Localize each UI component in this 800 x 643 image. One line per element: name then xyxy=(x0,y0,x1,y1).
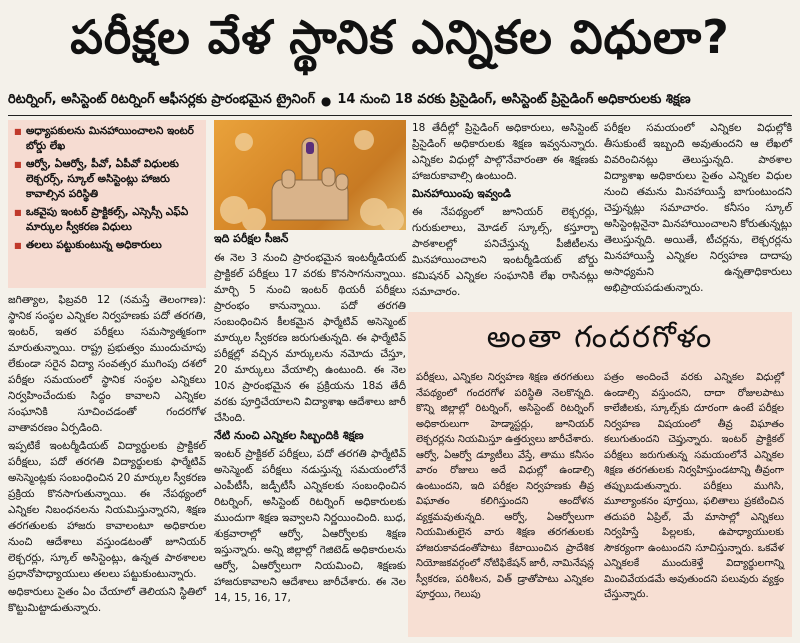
subheadline-left: రిటర్నింగ్, అసిస్టెంట్ రిటర్నింగ్ ఆఫీసర్లకు ప్రారంభమైన ట్రైనింగ్ xyxy=(8,92,315,107)
paragraph: పరీక్షల సమయంలో ఎన్నికల విధుల్లోకి తీసుకుంటే ఇబ్బంది అవుతుందని ఆ లేఖలో వివరించినట్లు తెలుస్తున్నది. పాఠశాల విద్యాశాఖ అధికారులు సైతం ఎన్నికల విధుల నుంచి తమను మినహాయిస్తే బాగుంటుందని చెప్తున్నట్లు సమాచారం. కనీసం స్కూల్ అసిస్టెంట్లనైనా మినహాయించాలని కోరుతున్నట్లు తెలుస్తున్నది. అయితే, టీచర్లను, లెక్చరర్లను మినహాయిస్తే ఎన్నికల నిర్వహణ దాదాపు అసాధ్యమని ఉన్నతాధికారులు అభిప్రాయపడుతున్నారు. xyxy=(604,122,792,294)
box-title: అంతా గందరగోళం xyxy=(486,320,714,355)
divider xyxy=(8,115,792,116)
article-column-4 xyxy=(604,120,792,298)
headline: పరీక్షల వేళ స్థానిక ఎన్నికల విధులా? xyxy=(70,10,730,64)
paragraph: అధికారులు సైతం ఏం చేయాలో తెలియని స్థితిలో కొట్టుమిట్టాడుతున్నారు. xyxy=(8,586,206,614)
section-heading: మినహాయింపు ఇవ్వండి xyxy=(412,187,512,200)
photo-caption: ఇది పరీక్షల సీజన్ xyxy=(214,232,289,245)
section-heading: నేటి నుంచి ఎన్నికల సిబ్బందికి శిక్షణ xyxy=(214,429,364,442)
article-column-3 xyxy=(412,120,598,302)
highlight-item: ■ అధ్యాపకులను మినహాయించాలని ఇంటర్ బోర్డు లేఖ xyxy=(14,124,200,154)
highlight-item: ■ ఆర్వో, ఏఆర్వో, పీవో, ఏపీవో విధులకు లెక్చరర్స్, స్కూల్ అసిస్టెంట్లు హాజరు కావాల్సిన పరిస్థితి xyxy=(14,157,200,202)
hand-icon xyxy=(214,120,406,230)
subheadline-right: 14 నుంచి 18 వరకు ప్రిసైడింగ్, అసిస్టెంట్ ప్రిసైడింగ్ అధికారులకు శిక్షణ xyxy=(337,92,691,107)
box-column-left: పరీక్షలు, ఎన్నికల నిర్వహణ శిక్షణ తరగతులు నేపథ్యంలో గందరగోళ పరిస్థితి నెలకొన్నది. కొన్ని జిల్లాల్లో రిటర్నింగ్, అసిస్టెంట్ రిటర్నింగ్ అధికారులుగా హెడ్మాస్టర్లు, జూనియర్ లెక్చరర్లను నియమిస్తూ ఉత్తర్వులు జారీచేశారు. ఆర్వో, ఏఆర్వో డ్యూటీలు వేస్తే, తాము కనీసం వారం రోజులు అదే విధుల్లో ఉండాల్సి ఉంటుందని, ఇది పరీక్షల నిర్వహణకు తీవ్ర విఘాతం కలిగిస్తుందని ఆందోళన వ్యక్తమవుతున్నది. ఆర్వో, ఏఆర్వోలుగా నియమితులైన వారు శిక్షణ తరగతులకు హాజరుకావడంతోపాటు కేటాయించిన ప్రాదేశిక నియోజకవర్గంలో నోటిఫికేషన్ జారీ, నామినేషన్ల స్వీకరణ, పరిశీలన, విత్ డ్రాతోపాటు ఎన్నికల పూర్తయి, గెలుపు xyxy=(416,372,594,600)
article-column-2 xyxy=(214,250,406,608)
bullet-dot-icon: ● xyxy=(320,94,332,108)
article-column-1 xyxy=(8,292,206,618)
subheadline xyxy=(8,90,792,112)
highlight-item: ■ ఒకవైపు ఇంటర్ ప్రాక్టికల్స్, ఎస్సెస్సీ ఎఫ్ఏ మార్కుల స్వీకరణ విధులు xyxy=(14,205,200,235)
paragraph: 18 తేదీల్లో ప్రిసైడింగ్ అధికారులు, అసిస్టెంట్ ప్రిసైడింగ్ అధికారులకు శిక్షణ ఇవ్వనున్నారు. ఎన్నికల విధుల్లో పాల్గొనేవారంతా ఈ శిక్షణకు హాజరుకావాల్సి ఉంటుంది. xyxy=(412,122,598,182)
paragraph: ఈ నేపథ్యంలో జూనియర్ లెక్చరర్లు, గురుకులాలు, మోడల్ స్కూల్స్, కస్తూర్బా పాఠశాలల్లో పనిచేస్తున్న పీజీటీలను మినహాయించాలని ఇంటర్మీడియట్ బోర్డు కమిషనర్ ఎన్నికల సంఘానికి లేఖ రాసినట్లు సమాచారం. xyxy=(412,206,598,298)
paragraph: ఇప్పటికే ఇంటర్మీడియట్ విద్యార్థులకు ప్రాక్టికల్ పరీక్షలు, పదో తరగతి విద్యార్థులకు ఫార్మేటివ్ అసెస్మెంట్లకు సంబంధించిన 20 మార్కుల స్వీకరణ ప్రక్రియ కొనసాగుతున్నాయి. ఈ నేపథ్యంలో ఎన్నికల నిబంధనలను నియమిస్తున్నారని, శిక్షణ తరగతులకు హాజరు కావాలంటూ అధికారుల నుంచి ఆదేశాలు వస్తుండటంతో జూనియర్ లెక్చరర్లు, స్కూల్ అసిస్టెంట్లు, ఉన్నత పాఠశాలల ప్రధానోపాధ్యాయులు తలలు పట్టుకుంటున్నారు. xyxy=(8,440,206,580)
inked-finger-photo xyxy=(214,120,406,230)
highlights-box xyxy=(8,120,206,288)
highlight-item: ■ తలలు పట్టుకుంటున్న అధికారులు xyxy=(14,238,200,253)
box-column-right: పత్రం అందించే వరకు ఎన్నికల విధుల్లో ఉండాల్సి వస్తుందని, దాదా రోజులపాటు కాలేజీలకు, స్కూల్స్‌కు దూరంగా ఉంటే పరీక్షల నిర్వహణ విషయంలో తీవ్ర విఘాతం కలుగుతుందని చెప్తున్నారు. ఇంటర్ ప్రాక్టికల్ పరీక్షలు జరుగుతున్న సమయంలోనే ఎన్నికల శిక్షణ తరగతులకు నిర్వహిస్తుండటాన్ని తీవ్రంగా తప్పుబడుతున్నారు. పరీక్షలు ముగిసి, మూల్యాంకనం పూర్తయి, ఫలితాలు ప్రకటించిన తదుపరి ఏప్రిల్, మే మాసాల్లో ఎన్నికలు నిర్వహిస్తే పిల్లలకు, ఉపాధ్యాయులకు సౌకర్యంగా ఉంటుందని సూచిస్తున్నారు. ఒకవేళ ఎన్నికలకే ముందుకెళ్తే విద్యార్థులగాన్ని మించివేయడమే అవుతుందని పలువురు వ్యక్తం చేస్తున్నారు. xyxy=(604,372,784,600)
sidebar-box xyxy=(408,312,792,637)
paragraph: ఇంటర్ ప్రాక్టికల్ పరీక్షలు, పదో తరగతి ఫార్మేటివ్ అసెస్మెంట్ పరీక్షలు నడుస్తున్న సమయంలోనే ఎంపీటీసీ, జడ్పీటీసీ ఎన్నికలకు సంబంధించిన రిటర్నింగ్, అసిస్టెంట్ రిటర్నింగ్ అధికారులకు ముందుగా శిక్షణ ఇవ్వాలని నిర్ణయించింది. బుధ, శుక్రవారాల్లో ఆర్వో, ఏఆర్వోలకు శిక్షణ ఇస్తున్నారు. అన్ని జిల్లాల్లో గెజిటెడ్ అధికారులను ఆర్వో, ఏఆర్వోలుగా నియమించి, శిక్షణకు హాజరుకావాలని ఆదేశాలు జారీచేశారు. ఈ నెల 14, 15, 16, 17, xyxy=(214,448,406,604)
paragraph: జగిత్యాల, ఫిబ్రవరి 12 (నమస్తే తెలంగాణ): స్థానిక సంస్థల ఎన్నికల నిర్వహణకు పదో తరగతి, ఇంటర్, ఇతర పరీక్షలు సమస్యాత్మకంగా మారుతున్నాయి. రాష్ట్ర ప్రభుత్వం ముందుచూపు లేకుండా సరైన విద్యా సంవత్సర ముగింపు దశలో పరీక్షల సమయంలో స్థానిక సంస్థల ఎన్నికలు నిర్వహించేందుకు సిద్ధం కావాలని ఎన్నికల సంఘానికి సూచించడంతో గందరగోళ వాతావరణం ఏర్పడింది. xyxy=(8,294,206,434)
paragraph: ఈ నెల 3 నుంచి ప్రారంభమైన ఇంటర్మీడియట్ ప్రాక్టికల్ పరీక్షలు 17 వరకు కొనసాగనున్నాయి. మార్చి 5 నుంచి ఇంటర్ థియరీ పరీక్షలు ప్రారంభం కానున్నాయి. పదో తరగతి సంబంధించిన కీలకమైన ఫార్మేటివ్ అసెస్మెంట్ మార్కుల స్వీకరణ జరుగుతున్నది. ఈ ఫార్మేటివ్ పరీక్షల్లో వచ్చిన మార్కులను నమోదు చేస్తూ, 20 మార్కులు వేయాల్సి ఉంటుంది. ఈ నెల 10న ప్రారంభమైన ఈ ప్రక్రియను 18వ తేదీ వరకు పూర్తిచేయాలని విద్యాశాఖ ఆదేశాలు జారీ చేసింది. xyxy=(214,252,406,424)
